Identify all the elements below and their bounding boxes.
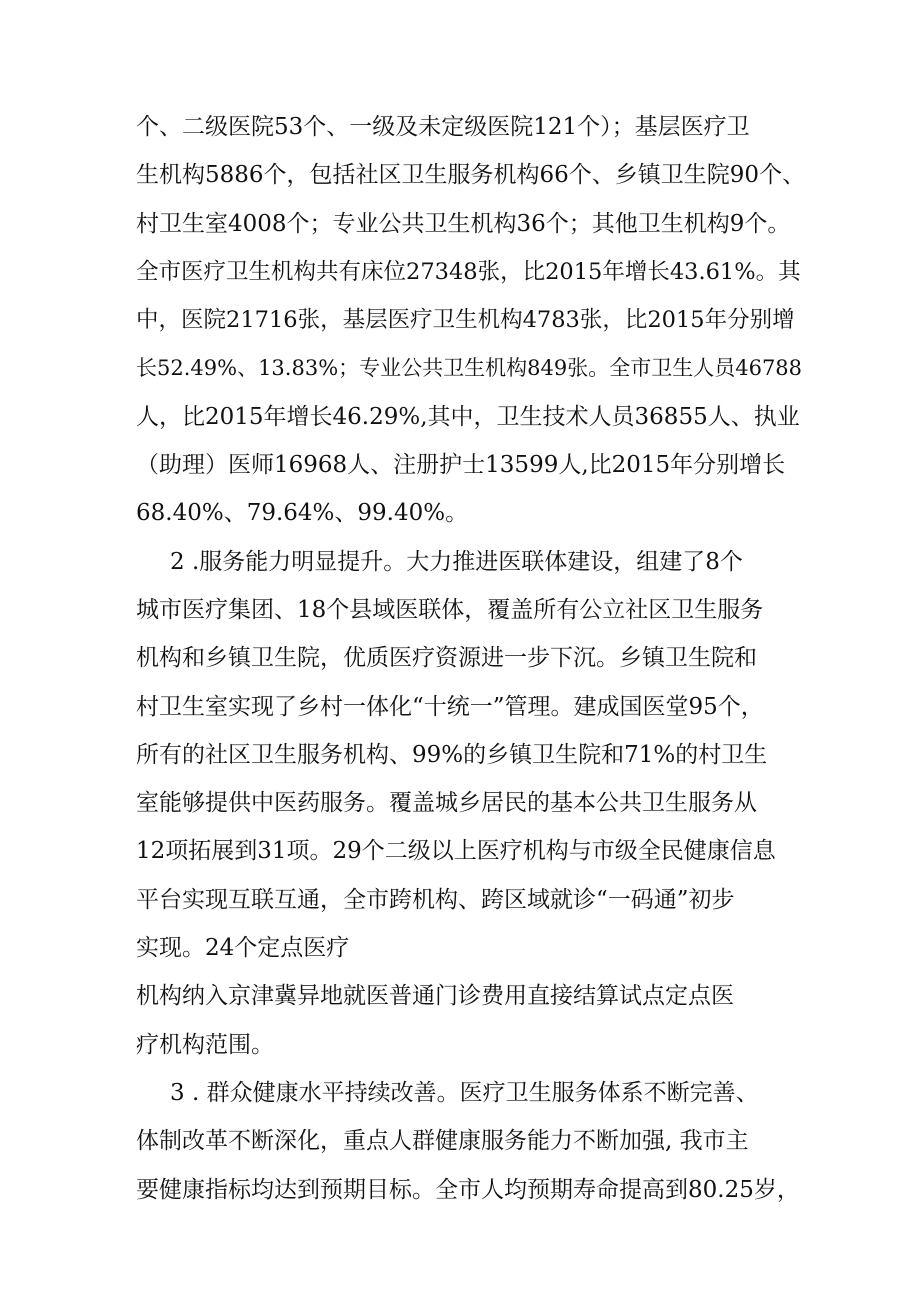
text-line: 机构和乡镇卫生院，优质医疗资源进一步下沉。乡镇卫生院和 [136, 645, 757, 672]
text-line: 长52.49%、13.83%；专业公共卫生机构849张。全市卫生人员46788 [136, 356, 803, 381]
text-line: 机构纳入京津冀异地就医普通门诊费用直接结算试点定点医 [136, 983, 734, 1010]
paragraph-3-heading-line: 3 . 群众健康水平持续改善。医疗卫生服务体系不断完善、 [170, 1079, 759, 1106]
text-line: 生机构5886个，包括社区卫生服务机构66个、乡镇卫生院90个、 [136, 162, 806, 189]
text-line: 实现。24个定点医疗 [136, 935, 350, 962]
paragraph-2-heading-line: 2 .服务能力明显提升。大力推进医联体建设，组建了8个 [170, 548, 743, 575]
text-line: 室能够提供中医药服务。覆盖城乡居民的基本公共卫生服务从 [136, 790, 757, 817]
text-line: 村卫生室实现了乡村一体化“十统一”管理。建成国医堂95个， [136, 693, 764, 720]
text-line: 人，比2015年增长46.29%,其中，卫生技术人员36855人、执业 [136, 403, 800, 430]
text-line: 平台实现互联互通，全市跨机构、跨区域就诊“一码通”初步 [136, 886, 735, 913]
text-line: 要健康指标均达到预期目标。全市人均预期寿命提高到80.25岁， [136, 1176, 800, 1203]
text-line: 12项拓展到31项。29个二级以上医疗机构与市级全民健康信息 [136, 838, 776, 865]
text-line: （助理）医师16968人、注册护士13599人,比2015年分别增长 [136, 452, 786, 479]
text-line: 体制改革不断深化，重点人群健康服务能力不断加强, 我市主 [136, 1128, 749, 1155]
text-line: 村卫生室4008个；专业公共卫生机构36个；其他卫生机构9个。 [136, 210, 791, 237]
body-text [136, 103, 806, 1214]
text-line: 城市医疗集团、18个县域医联体，覆盖所有公立社区卫生服务 [136, 596, 764, 623]
text-line: 中，医院21716张，基层医疗卫生机构4783张，比2015年分别增 [136, 307, 795, 334]
text-line: 疗机构范围。 [136, 1031, 274, 1058]
text-line: 个、二级医院53个、一级及未定级医院121个）；基层医疗卫 [136, 114, 750, 140]
text-line: 所有的社区卫生服务机构、99%的乡镇卫生院和71%的村卫生 [136, 741, 768, 768]
text-line: 全市医疗卫生机构共有床位27348张，比2015年增长43.61%。其 [136, 258, 801, 285]
text-line: 68.40%、79.64%、99.40%。 [136, 500, 469, 527]
